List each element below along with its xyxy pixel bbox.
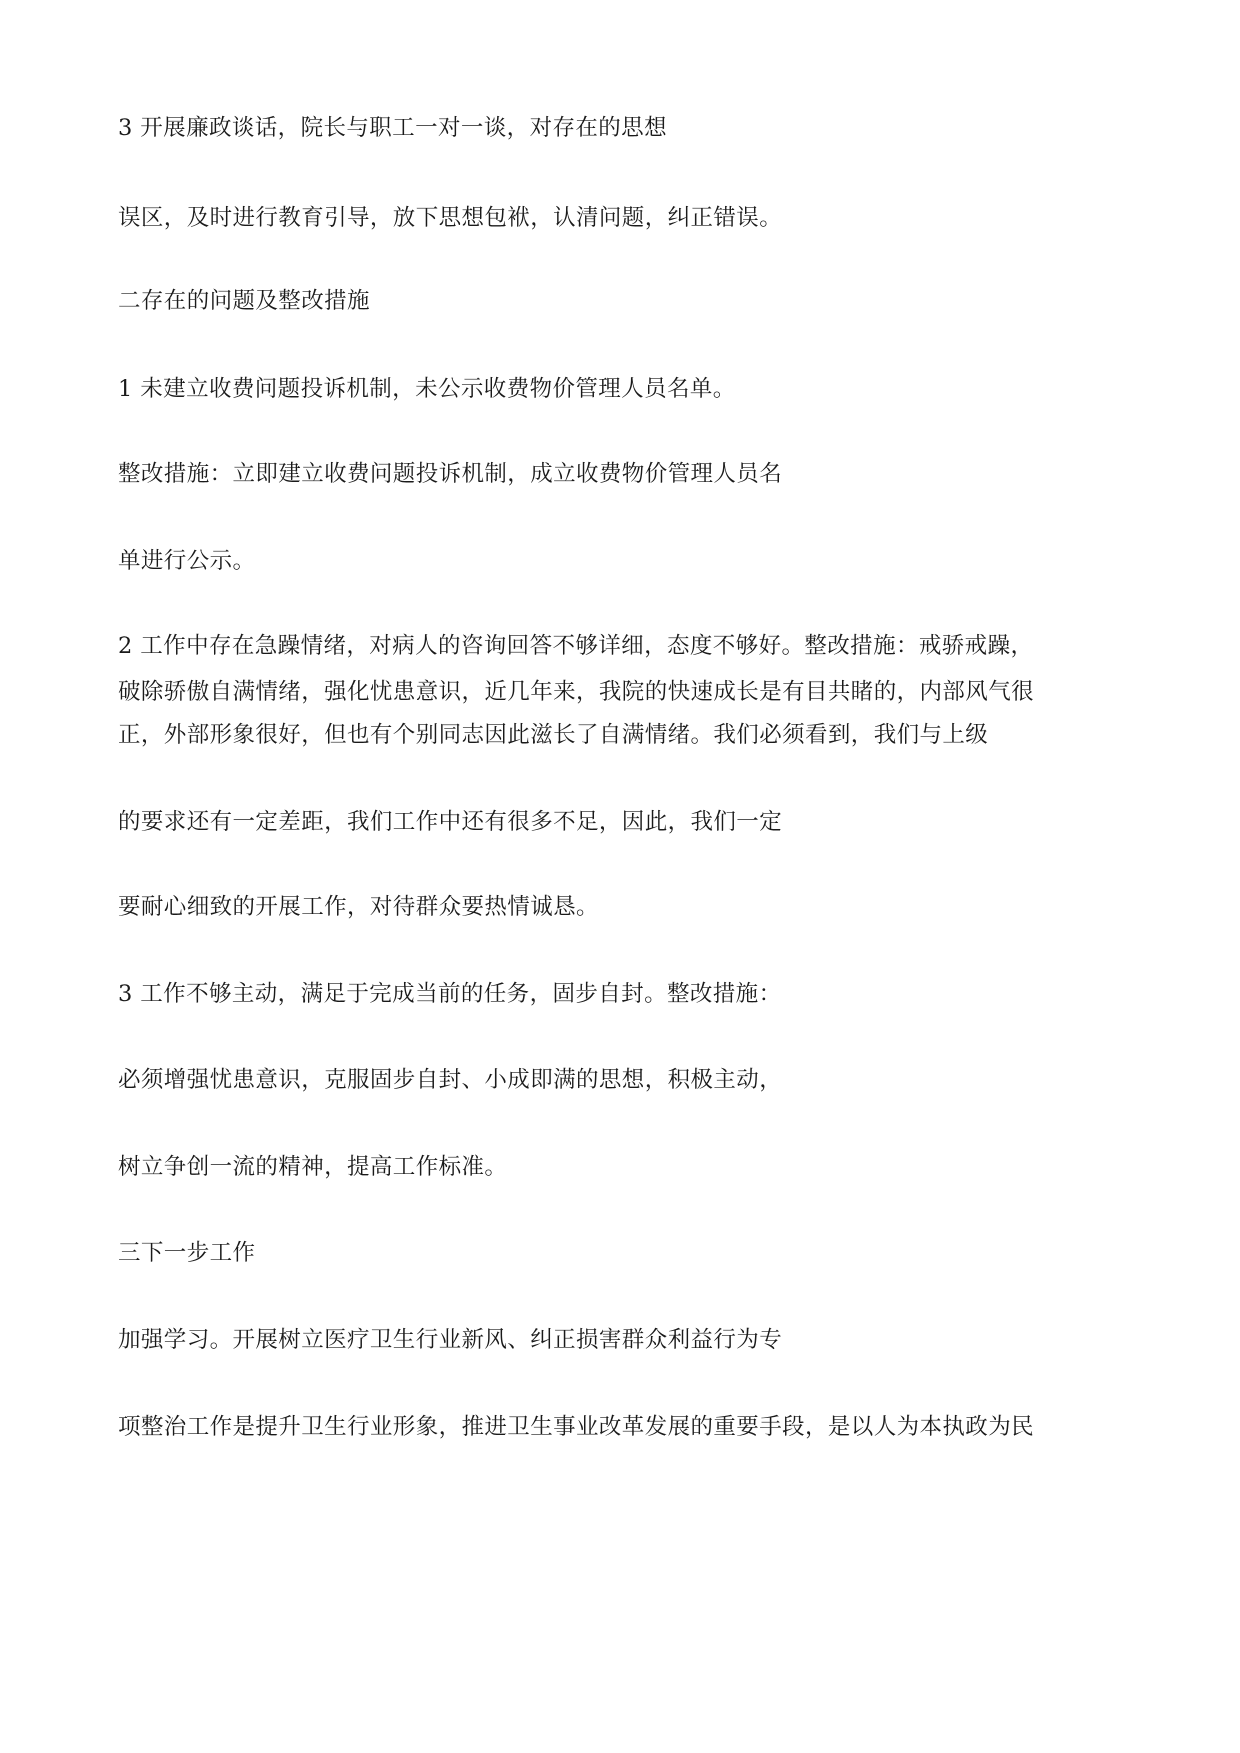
section-heading: 三下一步工作 — [118, 1240, 256, 1266]
paragraph-line: 整改措施：立即建立收费问题投诉机制，成立收费物价管理人员名 — [118, 461, 783, 487]
paragraph-line: 单进行公示。 — [118, 548, 256, 574]
paragraph-line: 树立争创一流的精神，提高工作标准。 — [118, 1154, 508, 1180]
paragraph-line: 3 工作不够主动，满足于完成当前的任务，固步自封。整改措施： — [118, 981, 782, 1007]
paragraph-line: 的要求还有一定差距，我们工作中还有很多不足，因此，我们一定 — [118, 809, 783, 835]
section-heading: 二存在的问题及整改措施 — [118, 288, 370, 314]
paragraph-line: 项整治工作是提升卫生行业形象，推进卫生事业改革发展的重要手段，是以人为本执政为民 — [118, 1414, 1035, 1440]
paragraph-line: 加强学习。开展树立医疗卫生行业新风、纠正损害群众利益行为专 — [118, 1327, 783, 1353]
paragraph-line: 必须增强忧患意识，克服固步自封、小成即满的思想，积极主动， — [118, 1067, 783, 1093]
paragraph-line: 破除骄傲自满情绪，强化忧患意识，近几年来，我院的快速成长是有目共睹的，内部风气很 — [118, 679, 1035, 705]
paragraph-line: 1 未建立收费问题投诉机制，未公示收费物价管理人员名单。 — [118, 376, 736, 402]
paragraph-line: 正，外部形象很好，但也有个别同志因此滋长了自满情绪。我们必须看到，我们与上级 — [118, 722, 989, 748]
paragraph-line: 2 工作中存在急躁情绪，对病人的咨询回答不够详细，态度不够好。整改措施：戒骄戒躁， — [118, 633, 1034, 659]
paragraph-line: 3 开展廉政谈话，院长与职工一对一谈，对存在的思想 — [118, 115, 667, 141]
paragraph-line: 要耐心细致的开展工作，对待群众要热情诚恳。 — [118, 894, 599, 920]
paragraph-line: 误区，及时进行教育引导，放下思想包袱，认清问题，纠正错误。 — [118, 205, 783, 231]
